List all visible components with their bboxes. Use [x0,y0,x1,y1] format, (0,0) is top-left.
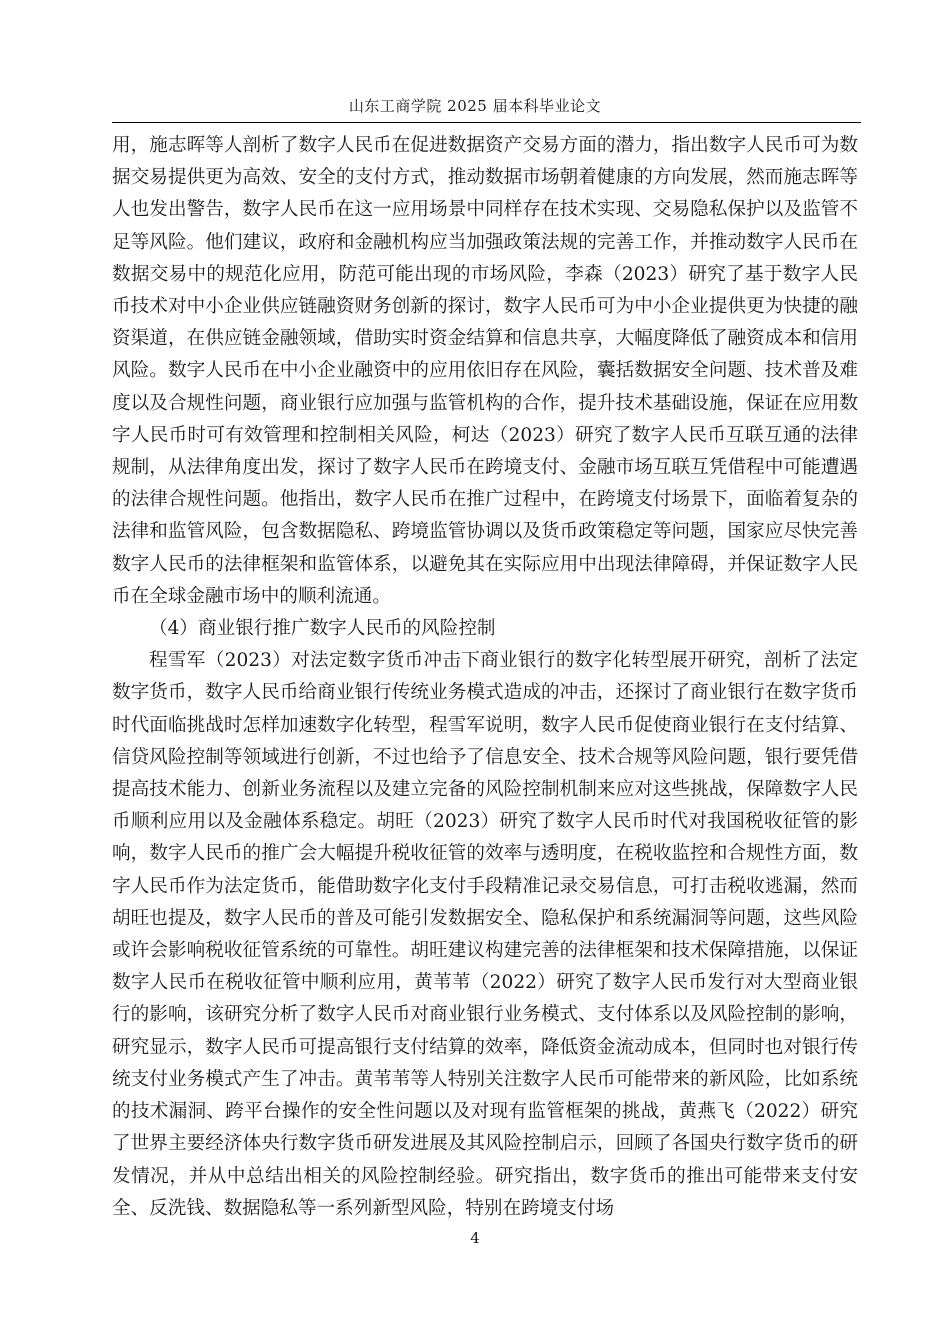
paragraph-continued: 用，施志晖等人剖析了数字人民币在促进数据资产交易方面的潜力，指出数字人民币可为数据交易提供更为高效、安全的支付方式，推动数据市场朝着健康的方向发展，然而施志晖等人也发出警告，数字人民币在这一应用场景中同样存在技术实现、交易隐私保护以及监管不足等风险。他们建议，政府和金融机构应当加强政策法规的完善工作，并推动数字人民币在数据交易中的规范化应用，防范可能出现的市场风险，李森（2023）研究了基于数字人民币技术对中小企业供应链融资财务创新的探讨，数字人民币可为中小企业提供更为快捷的融资渠道，在供应链金融领域，借助实时资金结算和信息共享，大幅度降低了融资成本和信用风险。数字人民币在中小企业融资中的应用依旧存在风险，囊括数据安全问题、技术普及难度以及合规性问题，商业银行应加强与监管机构的合作，提升技术基础设施，保证在应用数字人民币时可有效管理和控制相关风险，柯达（2023）研究了数字人民币互联互通的法律规制，从法律角度出发，探讨了数字人民币在跨境支付、金融市场互联互凭借程中可能遭遇的法律合规性问题。他指出，数字人民币在推广过程中，在跨境支付场景下，面临着复杂的法律和监管风险，包含数据隐私、跨境监管协调以及货币政策稳定等问题，国家应尽快完善数字人民币的法律框架和监管体系，以避免其在实际应用中出现法律障碍，并保证数字人民币在全球金融市场中的顺利流通。 [112,135,858,607]
section-subheading: （4）商业银行推广数字人民币的风险控制 [149,618,496,640]
header-divider [112,122,861,123]
paragraph: 程雪军（2023）对法定数字货币冲击下商业银行的数字化转型展开研究，剖析了法定数字货币，数字人民币给商业银行传统业务模式造成的冲击，还探讨了商业银行在数字货币时代面临挑战时怎样加速数字化转型，程雪军说明，数字人民币促使商业银行在支付结算、信贷风险控制等领域进行创新，不过也给予了信息安全、技术合规等风险问题，银行要凭借提高技术能力、创新业务流程以及建立完备的风险控制机制来应对这些挑战，保障数字人民币顺利应用以及金融体系稳定。胡旺（2023）研究了数字人民币时代对我国税收征管的影响，数字人民币的推广会大幅提升税收征管的效率与透明度，在税收监控和合规性方面，数字人民币作为法定货币，能借助数字化支付手段精准记录交易信息，可打击税收逃漏，然而胡旺也提及，数字人民币的普及可能引发数据安全、隐私保护和系统漏洞等问题，这些风险或许会影响税收征管系统的可靠性。胡旺建议构建完善的法律框架和技术保障措施，以保证数字人民币在税收征管中顺利应用，黄苇苇（2022）研究了数字人民币发行对大型商业银行的影响，该研究分析了数字人民币对商业银行业务模式、支付体系以及风险控制的影响，研究显示，数字人民币可提高银行支付结算的效率，降低资金流动成本，但同时也对银行传统支付业务模式产生了冲击。黄苇苇等人特别关注数字人民币可能带来的新风险，比如系统的技术漏洞、跨平台操作的安全性问题以及对现有监管框架的挑战，黄燕飞（2022）研究了世界主要经济体央行数字货币研发进展及其风险控制启示，回顾了各国央行数字货币的研发情况，并从中总结出相关的风险控制经验。研究指出，数字货币的推出可能带来支付安全、反洗钱、数据隐私等一系列新型风险，特别在跨境支付场 [112,650,858,1219]
page-number: 4 [470,1229,480,1247]
body-text [112,130,858,1225]
page-header: 山东工商学院 2025 届本科毕业论文 [348,97,602,115]
